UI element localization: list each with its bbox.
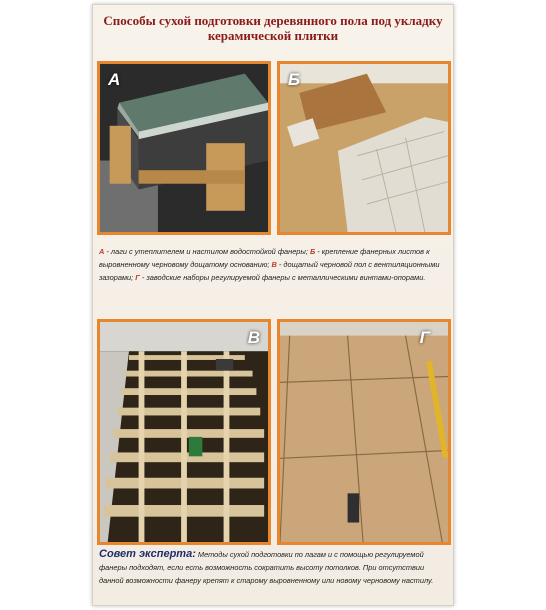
photo-v xyxy=(97,319,271,545)
caption-letter-a: А xyxy=(99,247,105,256)
photo-b xyxy=(277,61,451,235)
photo-a xyxy=(97,61,271,235)
caption-text-b: - крепление фанерных листов к выровненному черновому дощатому основанию; xyxy=(99,247,430,269)
caption-text-v: - дощатый черновой пол с вентиляционными зазорами; xyxy=(99,260,440,282)
photo-b-illustration xyxy=(280,64,448,232)
expert-tip-label: Совет эксперта: xyxy=(99,548,196,560)
poster xyxy=(92,4,454,606)
poster-title: Способы сухой подготовки деревянного пола под укладку керамической плитки xyxy=(103,13,443,43)
photo-a-letter: А xyxy=(108,70,121,89)
photo-v-illustration xyxy=(100,322,268,542)
caption-letter-b: Б xyxy=(309,247,316,256)
photo-g xyxy=(277,319,451,545)
expert-tip xyxy=(99,548,447,587)
caption-letter-v: В xyxy=(271,260,277,269)
caption-text-g: - заводские наборы регулируемой фанеры с металлическими винтами-опорами. xyxy=(139,273,426,282)
caption-text-a: - лаги с утеплителем и настилом водостойкой фанеры; xyxy=(104,247,310,256)
photo-b-letter: Б xyxy=(288,70,301,89)
photo-v-letter: В xyxy=(247,328,260,347)
photo-a-illustration xyxy=(100,64,268,232)
photo-g-illustration xyxy=(280,322,448,542)
caption xyxy=(99,245,447,284)
expert-tip-text: Методы сухой подготовки по лагам и с помощью регулируемой фанеры подходят, если есть возможность сократить высоту потолков. При отсутствии данной возможности фанеру крепят к старому выровненному или новому черновому настилу. xyxy=(99,550,434,585)
photo-g-letter: Г xyxy=(419,328,430,347)
caption-letter-g: Г xyxy=(135,273,140,282)
